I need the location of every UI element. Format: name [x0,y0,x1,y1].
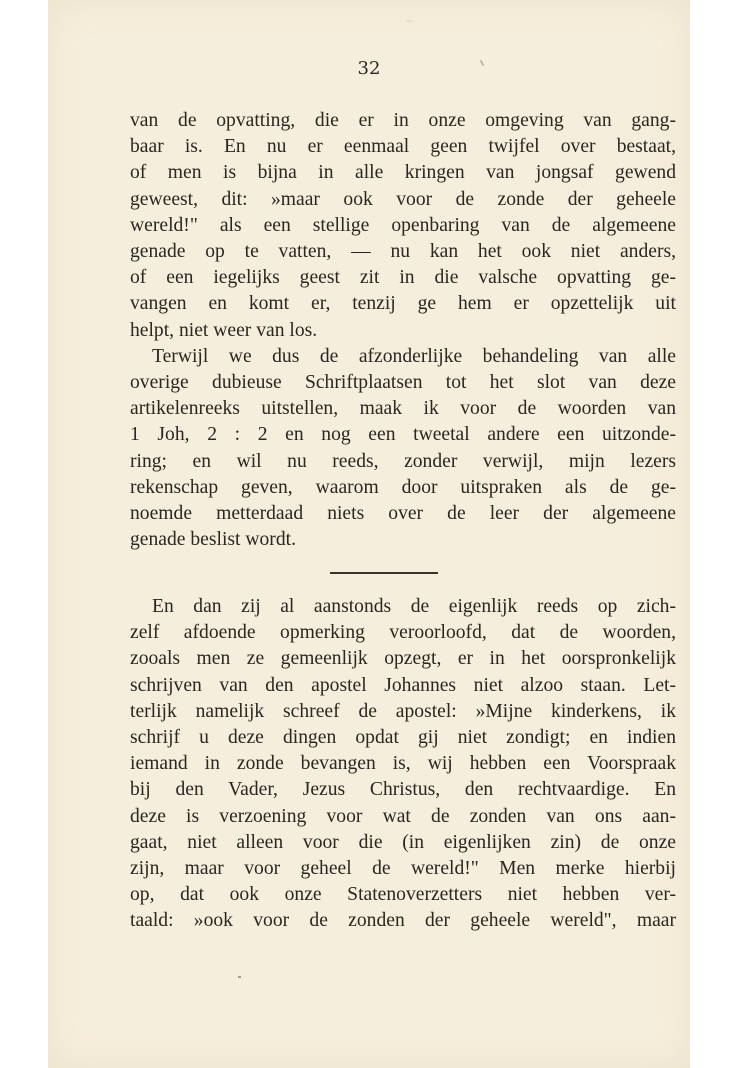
text-line: vangen en komt er, tenzij ge hem er opzettelijk uit [130,293,676,315]
text-line: wereld!" als een stellige openbaring van de algemeene [130,214,676,236]
text-line: zelf afdoende opmerking veroorloofd, dat de woorden, [130,622,676,644]
text-line: gaat, niet alleen voor die (in eigenlijken zin) de onze [130,831,676,853]
text-line: schrijven van den apostel Johannes niet alzoo staan. Let- [130,674,676,696]
text-line: genade beslist wordt. [130,529,296,551]
text-line: bij den Vader, Jezus Christus, den rechtvaardige. En [130,779,676,801]
text-line: En dan zij al aanstonds de eigenlijk reeds op zich- [152,596,676,617]
text-block-bottom [130,594,676,935]
text-line: baar is. En nu er eenmaal geen twijfel over bestaat, [130,136,676,158]
text-line: geweest, dit: »maar ook voor de zonde der geheele [130,188,676,210]
paper-blemish [406,20,412,22]
ink-speck [238,976,241,978]
book-page [48,0,690,1068]
text-line: genade op te vatten, — nu kan het ook niet anders, [130,241,676,263]
section-divider [330,572,438,574]
text-line: 1 Joh, 2 : 2 en nog een tweetal andere een uitzonde- [130,424,676,446]
text-line: iemand in zonde bevangen is, wij hebben een Voorspraak [130,753,676,775]
text-line: rekenschap geven, waarom door uitspraken als de ge- [130,476,676,498]
text-line: ring; en wil nu reeds, zonder verwijl, mijn lezers [130,450,676,472]
text-line: helpt, niet weer van los. [130,319,318,341]
text-line: schrijf u deze dingen opdat gij niet zondigt; en indien [130,727,676,749]
text-line: artikelenreeks uitstellen, maak ik voor de woorden van [130,398,676,420]
text-line: Terwijl we dus de afzonderlijke behandeling van alle [152,345,676,367]
text-line: van de opvatting, die er in onze omgeving van gang- [130,110,676,131]
text-line: taald: »ook voor de zonden der geheele wereld", maar [130,910,676,932]
text-line: of men is bijna in alle kringen van jongsaf gewend [130,162,676,184]
text-line: of een iegelijks geest zit in die valsche opvatting ge- [130,267,676,289]
text-block-top [130,108,676,553]
text-line: terlijk namelijk schreef de apostel: »Mijne kinderkens, ik [130,700,676,722]
text-line: op, dat ook onze Statenoverzetters niet hebben ver- [130,884,676,906]
page-number: 32 [357,58,381,79]
text-line: deze is verzoening voor wat de zonden van ons aan- [130,805,676,827]
text-line: zooals men ze gemeenlijk opzegt, er in het oorspronkelijk [130,648,676,670]
text-line: noemde metterdaad niets over de leer der algemeene [130,503,676,525]
text-line: zijn, maar voor geheel de wereld!" Men merke hierbij [130,858,676,880]
text-line: overige dubieuse Schriftplaatsen tot het slot van deze [130,372,676,394]
